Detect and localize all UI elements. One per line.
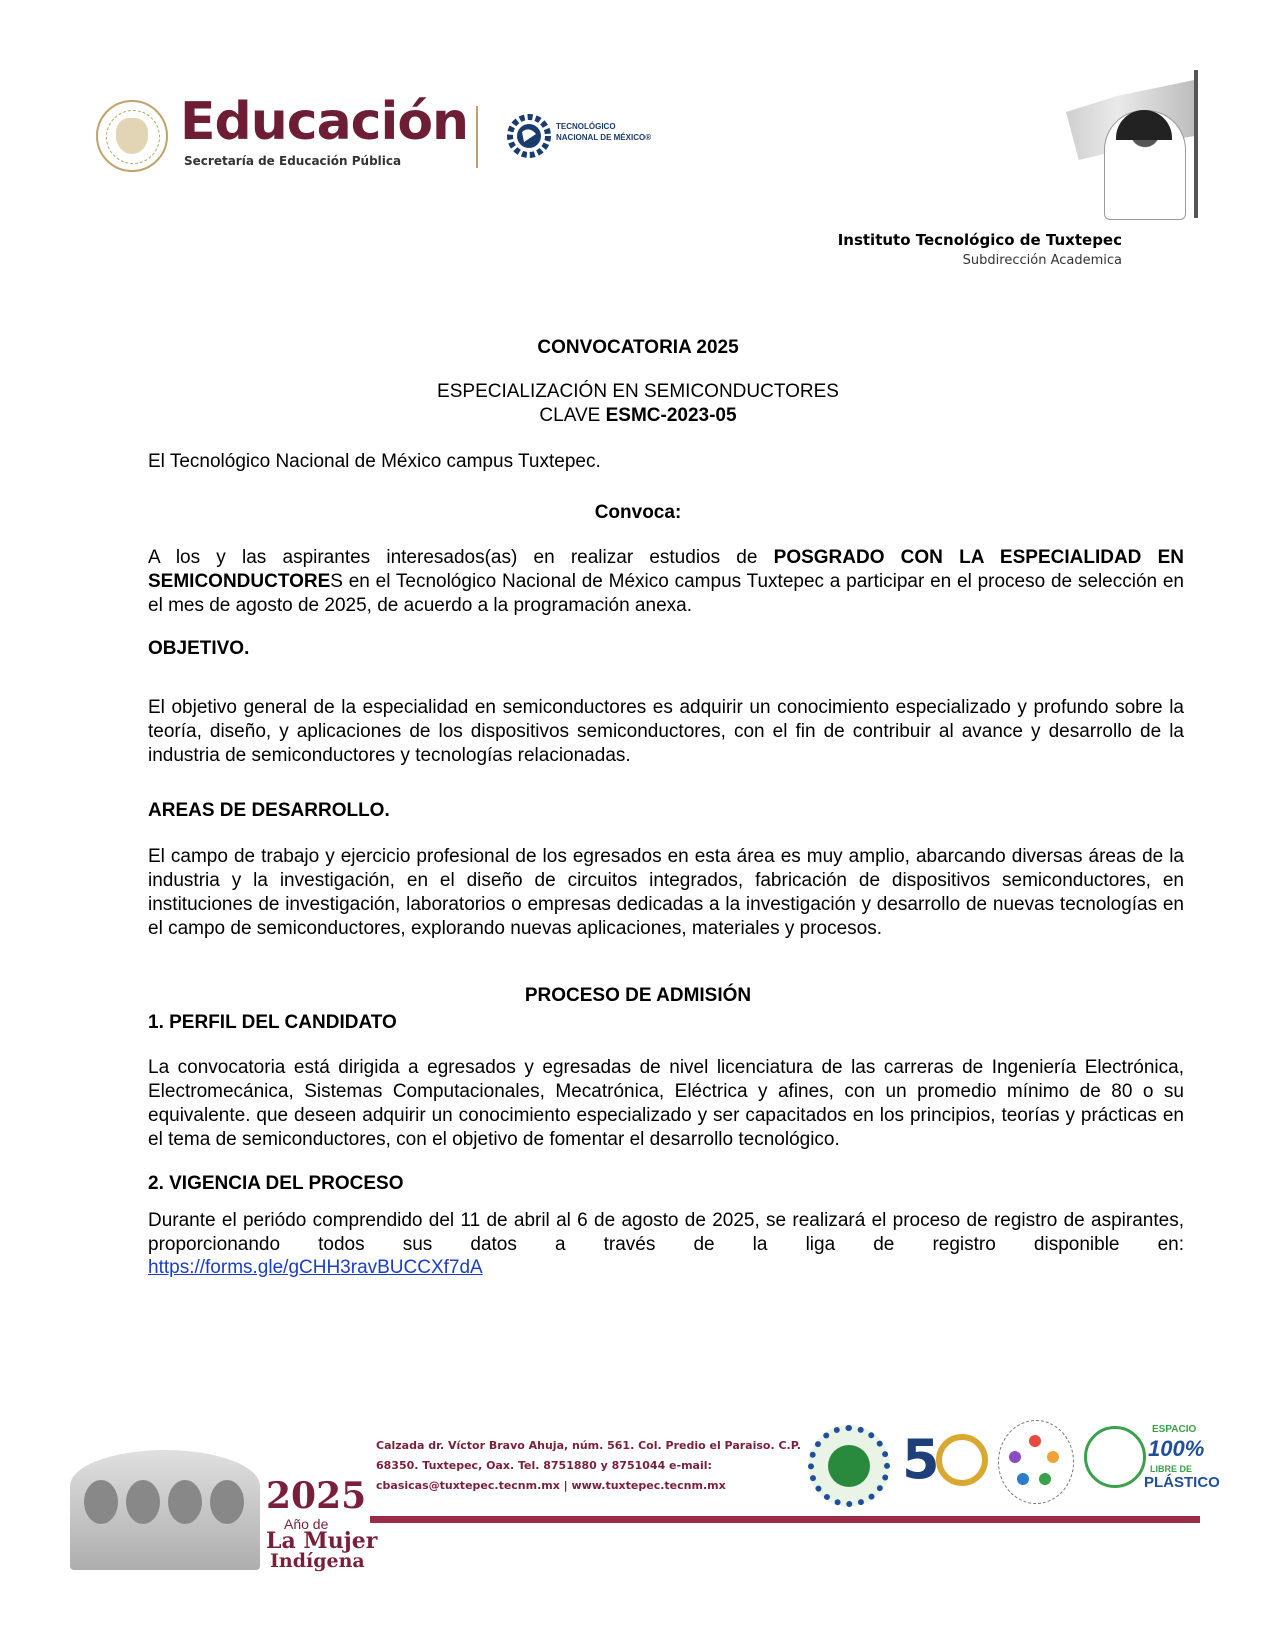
perfil-paragraph: La convocatoria está dirigida a egresados y egresadas de nivel licenciatura de las carreras de Ingeniería Electrónica, Electromecánica, Sistemas Computacionales, Mecatrónica, Eléctrica y afines, con un promedio mínimo de 80 o su equivalente. que deseen adquirir un conocimiento especializado y ser capacitados en los principios, teorías y prácticas en el tema de semiconductores, con el objetivo de fomentar el desarrollo tecnológico. — [148, 1057, 1184, 1150]
mujer-indigena-logo — [70, 1440, 378, 1572]
registration-link[interactable]: https://forms.gle/gCHH3ravBUCCXf7dA — [148, 1257, 483, 1278]
footer-address: Calzada dr. Víctor Bravo Ahuja, núm. 561. Col. Predio el Paraiso. C.P. 68350. Tuxtepec, Oax. Tel. 8751880 y 8751044 e-mail: cbasicas@tuxtepec.tecnm.mx | www.tuxtepec.tecnm.mx — [376, 1439, 801, 1492]
educacion-logo-title: Educación — [180, 92, 469, 152]
year-label: 2025 — [266, 1475, 367, 1517]
areas-paragraph: El campo de trabajo y ejercicio profesional de los egresados en esta área es muy amplio, abarcando diversas áreas de la industria y la investigación, en el diseño de circuitos integrados, fabricación de dispositivos semiconductores, en instituciones de investigación, laboratorios o empresas dedicadas a la investigación y desarrollo de nuevas tecnologías en el campo de semiconductores, explorando nuevas aplicaciones, materiales y procesos. — [148, 846, 1184, 939]
objetivo-paragraph: El objetivo general de la especialidad en semiconductores es adquirir un conocimiento especializado y profundo sobre la teoría, diseño, y aplicaciones de los dispositivos semiconductores, con el fin de contribuir al avance y desarrollo de la industria de semiconductores y tecnologías relacionadas. — [148, 697, 1184, 766]
vigencia-paragraph: Durante el periódo comprendido del 11 de abril al 6 de agosto de 2025, se realizará el proceso de registro de aspirantes, proporcionando todos sus datos a través de la liga de registro disponible en: — [148, 1210, 1184, 1255]
woman-with-flag-illustration — [1046, 70, 1206, 220]
areas-heading: AREAS DE DESARROLLO. — [148, 800, 390, 821]
registration-link-wrap — [148, 1257, 483, 1279]
educacion-logo-subtitle: Secretaría de Educación Pública — [184, 154, 402, 168]
convoca-heading: Convoca: — [594, 502, 682, 523]
logo-divider — [476, 106, 478, 168]
indigenous-women-illustration — [70, 1450, 260, 1570]
year-sub-label: Año de — [284, 1516, 329, 1532]
proceso-heading: PROCESO DE ADMISIÓN — [524, 985, 752, 1006]
year-sub-label: La Mujer — [266, 1528, 378, 1554]
program-clave: CLAVE ESMC-2023-05 — [539, 405, 737, 426]
tecnm-gear-icon — [506, 108, 552, 164]
plastic-free-logo-icon: ESPACIO 100% LIBRE DE PLÁSTICO — [1080, 1420, 1204, 1504]
intro-line: El Tecnológico Nacional de México campus Tuxtepec. — [148, 451, 601, 472]
institute-name: Instituto Tecnológico de Tuxtepec — [837, 231, 1122, 249]
vigencia-heading: 2. VIGENCIA DEL PROCESO — [148, 1173, 404, 1194]
institute-department: Subdirección Academica — [962, 253, 1122, 268]
fifty-anniversary-logo-icon: 5 — [902, 1420, 994, 1510]
objetivo-heading: OBJETIVO. — [148, 638, 250, 659]
year-sub-label: Indígena — [270, 1550, 365, 1572]
program-name: ESPECIALIZACIÓN EN SEMICONDUCTORES — [437, 381, 839, 402]
ittux-gear-logo-icon — [808, 1425, 890, 1507]
mexico-seal-icon — [96, 100, 168, 172]
header-logos — [96, 92, 656, 174]
perfil-heading: 1. PERFIL DEL CANDIDATO — [148, 1012, 397, 1033]
call-paragraph: A los y las aspirantes interesados(as) en realizar estudios de POSGRADO CON LA ESPECIALIDAD EN SEMICONDUCTORES en el Tecnológico Nacional de México campus Tuxtepec a participar en el proceso de selección en el mes de agosto de 2025, de acuerdo a la programación anexa. — [148, 547, 1184, 616]
footer-bar — [370, 1516, 1200, 1523]
equality-norm-logo-icon — [998, 1420, 1074, 1504]
tecnm-logo-text: TECNOLÓGICO NACIONAL DE MÉXICO® — [556, 122, 652, 142]
document-title: CONVOCATORIA 2025 — [537, 337, 739, 358]
